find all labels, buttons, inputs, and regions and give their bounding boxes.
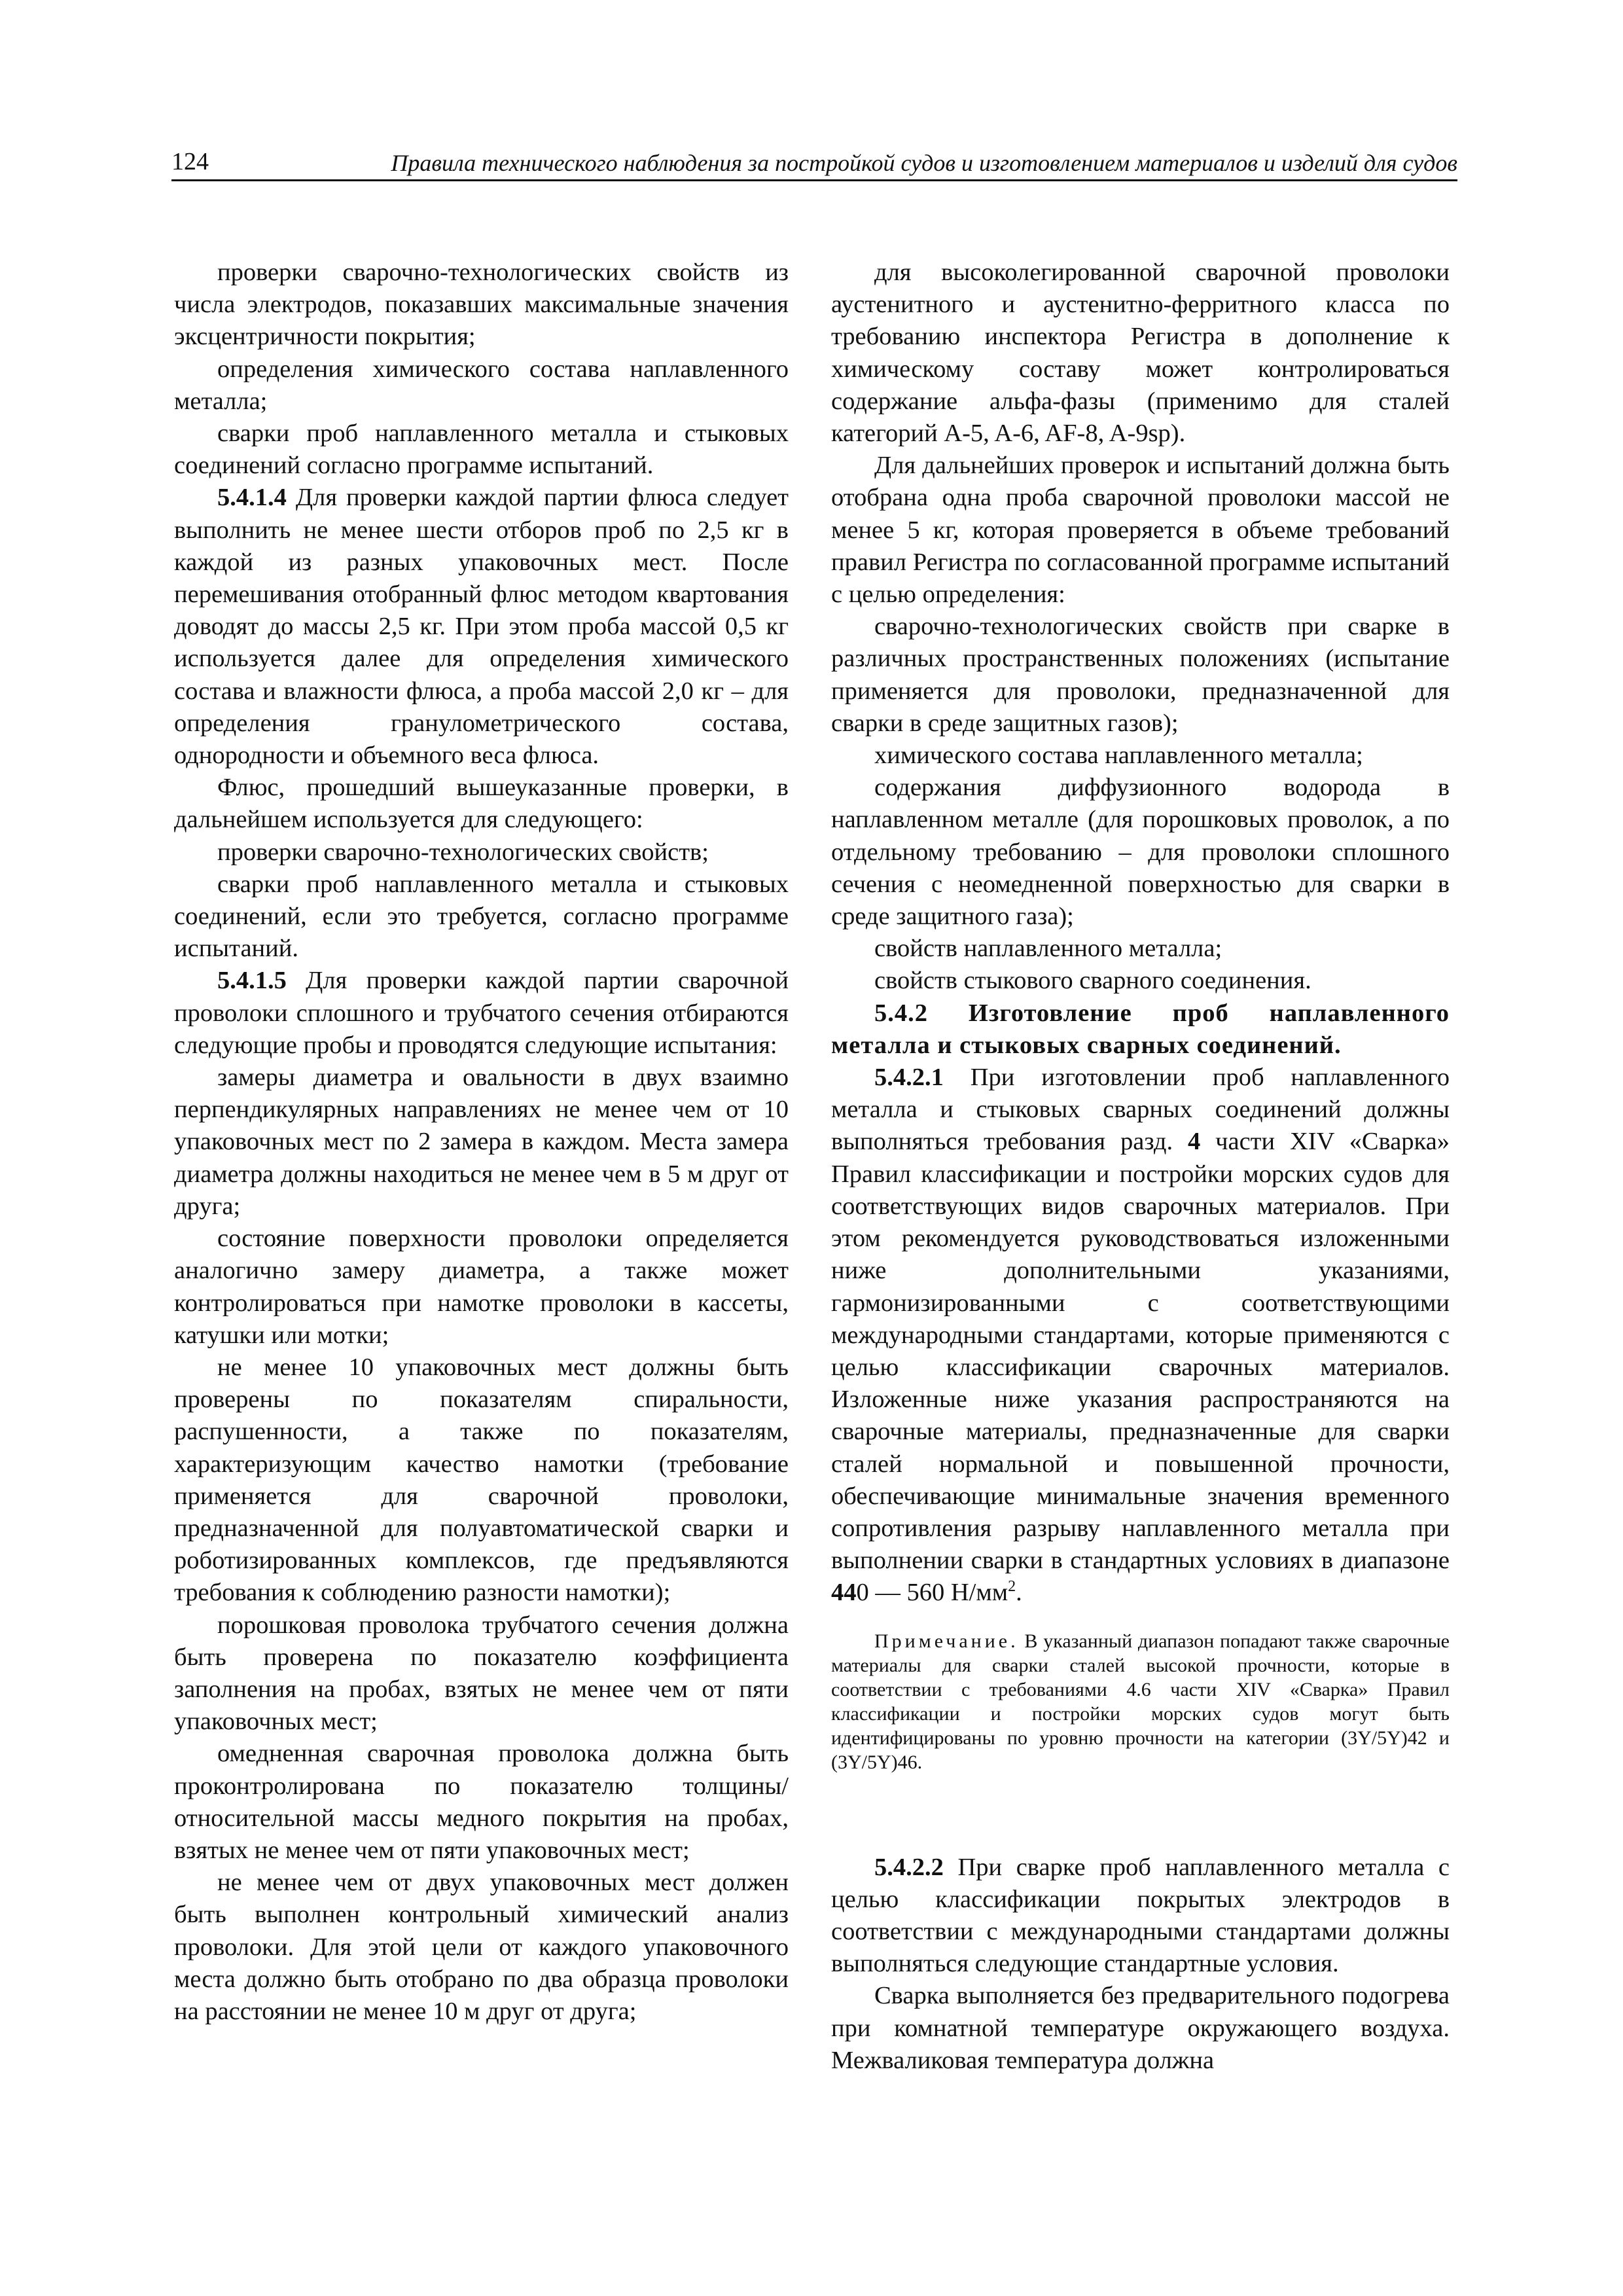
clause-text: При сварке проб наплавленного металла с целью классификации покрытых электродов в соответствии с международными стандартами должны выполняться следующие стандартные условия.	[831, 1853, 1450, 1978]
clause-text: Для проверки каждой партии флюса следует выполнить не менее шести отборов проб по 2,5 кг в каждой из разных упаковочных мест. После перемешивания отобранный флюс методом квартования доводят до массы 2,5 кг. При этом проба массой 0,5 кг используется далее для определения химического состава и влажности флюса, а проба массой 2,0 кг – для определения гранулометрического состава, однородности и объемного веса флюса.	[174, 484, 789, 770]
note-paragraph	[831, 1629, 1450, 1774]
paragraph-5-4-1-5	[174, 965, 789, 1062]
clause-end: .	[1016, 1579, 1022, 1607]
paragraph: химического состава наплавленного металла;	[874, 742, 1363, 770]
range-bold: 44	[831, 1579, 857, 1607]
paragraph: свойств наплавленного металла;	[874, 935, 1222, 963]
right-column	[831, 257, 1450, 2077]
paragraph: не менее чем от двух упаковочных мест должен быть выполнен контрольный химический анализ проволоки. Для этой цели от каждого упаковочного места должно быть отобрано по два образца проволоки на расстоянии не менее 10 м друг от друга;	[174, 1869, 789, 2025]
paragraph-5-4-2-2	[831, 1852, 1450, 1981]
clause-number: 5.4.1.4	[217, 484, 287, 512]
paragraph: Флюс, прошедший вышеуказанные проверки, в дальнейшем используется для следующего:	[174, 774, 789, 834]
page-number: 124	[171, 148, 209, 175]
clause-text: части XIV «Сварка» Правил классификации и постройки морских судов для соответствующих видов сварочных материалов. При этом рекомендуется руководствоваться изложенными ниже дополнительными указаниями, гармонизированными с соответствующими международными стандартами, которые применяются с целью классификации сварочных материалов. Изложенные ниже указания распространяются на сварочные материалы, предназначенные для сварки сталей нормальной и повышенной прочности, обеспечивающие минимальные значения временного сопротивления разрыву наплавленного металла при выполнении сварки в стандартных условиях в диапазоне	[831, 1128, 1450, 1575]
paragraph: проверки сварочно-технологических свойств;	[217, 838, 709, 866]
paragraph: сварки проб наплавленного металла и стыковых соединений, если это требуется, согласно программе испытаний.	[174, 870, 789, 963]
paragraph: содержания диффузионного водорода в наплавленном металле (для порошковых проволок, а по отдельному требованию – для проволоки сплошного сечения с неомедненной поверхностью для сварки в среде защитного газа);	[831, 774, 1450, 931]
clause-number: 5.4.1.5	[217, 967, 287, 995]
paragraph: порошковая проволока трубчатого сечения должна быть проверена по показателю коэффициента заполнения на пробах, взятых не менее чем от пяти упаковочных мест;	[174, 1611, 789, 1736]
paragraph: омедненная сварочная проволока должна быть проконтролирована по показателю толщины/относительной массы медного покрытия на пробах, взятых не менее чем от пяти упаковочных мест;	[174, 1740, 789, 1864]
paragraph: для высоколегированной сварочной проволоки аустенитного и аустенитно-ферритного класса по требованию инспектора Регистра в дополнение к химическому составу может контролироваться содержание альфа-фазы (применимо для сталей категорий A-5, A-6, AF-8, A-9sp).	[831, 259, 1450, 448]
left-column	[174, 257, 789, 2028]
superscript: 2	[1008, 1578, 1016, 1596]
range-text: 0 — 560 Н/мм	[856, 1579, 1008, 1607]
paragraph: не менее 10 упаковочных мест должны быть проверены по показателям спиральности, распушенности, а также по показателям, характеризующим качество намотки (требование применяется для сварочной проволоки, предназначенной для полуавтоматической сварки и роботизированных комплексов, где предъявляются требования к соблюдению разности намотки);	[174, 1353, 789, 1607]
paragraph: Сварка выполняется без предварительного подогрева при комнатной температуре окружающего воздуха. Межваликовая температура должна	[831, 1982, 1450, 2074]
section-heading-text: 5.4.2 Изготовление проб наплавленного металла и стыковых сварных соединений.	[831, 999, 1450, 1059]
clause-text: При изготовлении проб наплавленного металла и стыковых сварных соединений должны выполняться требования разд.	[831, 1064, 1450, 1156]
section-heading-5-4-2	[831, 997, 1450, 1062]
paragraph: определения химического состава наплавленного металла;	[174, 355, 789, 415]
paragraph: состояние поверхности проволоки определяется аналогично замеру диаметра, а также может контролироваться при намотке проволоки в кассеты, катушки или мотки;	[174, 1225, 789, 1349]
note-text: В указанный диапазон попадают также сварочные материалы для сварки сталей высокой прочности, которые в соответствии с требованиями 4.6 части XIV «Сварка» Правил классификации и постройки морских судов могут быть идентифицированы по уровню прочности на категории (3Y/5Y)42 и (3Y/5Y)46.	[831, 1630, 1450, 1773]
paragraph-5-4-1-4	[174, 482, 789, 772]
clause-number: 5.4.2.2	[874, 1853, 944, 1881]
paragraph: замеры диаметра и овальности в двух взаимно перпендикулярных направлениях не менее чем от 10 упаковочных мест по 2 замера в каждом. Места замера диаметра должны находиться не менее чем в 5 м друг от друга;	[174, 1064, 789, 1220]
clause-text: Для проверки каждой партии сварочной проволоки сплошного и трубчатого сечения отбираются следующие пробы и проводятся следующие испытания:	[174, 967, 789, 1059]
paragraph: проверки сварочно-технологических свойств из числа электродов, показавших максимальные значения эксцентричности покрытия;	[174, 259, 789, 351]
paragraph: сварки проб наплавленного металла и стыковых соединений согласно программе испытаний.	[174, 420, 789, 480]
note-label: Примечание.	[874, 1630, 1019, 1652]
note-block	[831, 1629, 1450, 1774]
running-title: Правила технического наблюдения за постройкой судов и изготовлением материалов и изделий для судов	[391, 150, 1457, 176]
paragraph: сварочно-технологических свойств при сварке в различных пространственных положениях (испытание применяется для проволоки, предназначенной для сварки в среде защитных газов);	[831, 613, 1450, 737]
paragraph: Для дальнейших проверок и испытаний должна быть отобрана одна проба сварочной проволоки массой не менее 5 кг, которая проверяется в объеме требований правил Регистра по согласованной программе испытаний с целью определения:	[831, 452, 1450, 609]
page-header	[171, 145, 1457, 181]
section-ref: 4	[1187, 1128, 1201, 1156]
clause-number: 5.4.2.1	[874, 1064, 944, 1092]
paragraph-5-4-2-1	[831, 1062, 1450, 1609]
paragraph: свойств стыкового сварного соединения.	[874, 967, 1311, 995]
